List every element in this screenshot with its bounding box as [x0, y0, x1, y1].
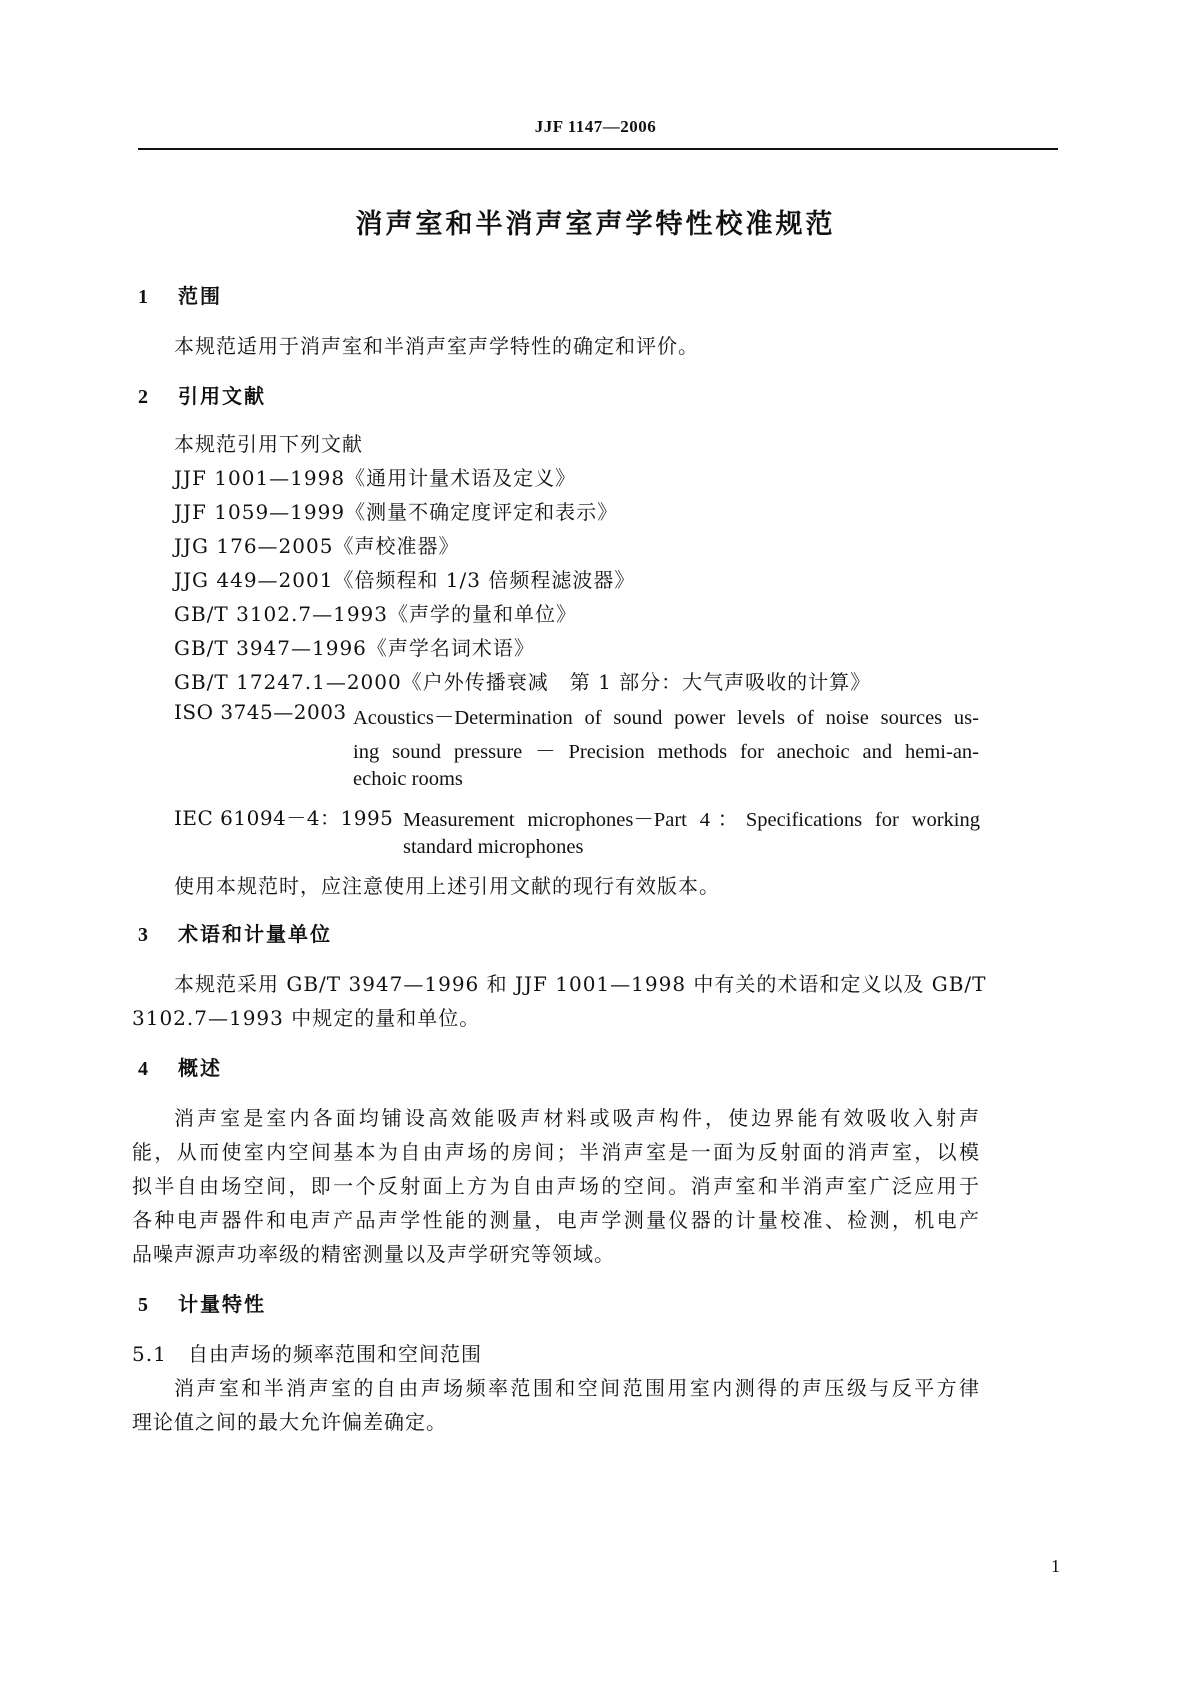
section-5-heading [138, 1288, 266, 1317]
metrology-paragraph-line: 消声室和半消声室的自由声场频率范围和空间范围用室内测得的声压级与反平方律 [174, 1376, 980, 1400]
reference-item: JJG 176—2005《声校准器》 [174, 534, 460, 558]
iso-reference-line: Acoustics－Determination of sound power levels of noise sources us- [353, 707, 979, 729]
overview-paragraph-line: 能，从而使室内空间基本为自由声场的房间；半消声室是一面为反射面的消声室，以模 [132, 1140, 980, 1164]
references-note: 使用本规范时，应注意使用上述引用文献的现行有效版本。 [174, 874, 720, 898]
reference-item: GB/T 17247.1—2000《户外传播衰减 第 1 部分：大气声吸收的计算》 [174, 670, 872, 694]
subsection-5-1-heading [132, 1338, 482, 1367]
terms-paragraph-line: 本规范采用 GB/T 3947—1996 和 JJF 1001—1998 中有关的术语和定义以及 GB/T [174, 972, 987, 996]
overview-paragraph-line: 品噪声源声功率级的精密测量以及声学研究等领域。 [132, 1242, 615, 1266]
section-number: 5 [138, 1294, 150, 1316]
section-title: 范围 [178, 284, 222, 308]
section-2-heading [138, 380, 266, 409]
section-number: 2 [138, 386, 150, 408]
section-title: 术语和计量单位 [178, 922, 332, 946]
iso-reference-code: ISO 3745—2003 [174, 700, 347, 724]
section-1-heading [138, 280, 222, 309]
iso-reference-line: ing sound pressure － Precision methods for anechoic and hemi-an- [353, 741, 979, 763]
reference-item: JJF 1059—1999《测量不确定度评定和表示》 [174, 500, 619, 524]
scope-paragraph: 本规范适用于消声室和半消声室声学特性的确定和评价。 [174, 334, 699, 358]
overview-paragraph-line: 各种电声器件和电声产品声学性能的测量，电声学测量仪器的计量校准、检测，机电产 [132, 1208, 980, 1232]
reference-item: GB/T 3102.7—1993《声学的量和单位》 [174, 602, 577, 626]
reference-item: GB/T 3947—1996《声学名词术语》 [174, 636, 535, 660]
reference-item: JJF 1001—1998《通用计量术语及定义》 [174, 466, 577, 490]
overview-paragraph-line: 消声室是室内各面均铺设高效能吸声材料或吸声构件，使边界能有效吸收入射声 [174, 1106, 980, 1130]
terms-paragraph-line: 3102.7—1993 中规定的量和单位。 [132, 1006, 481, 1030]
section-title: 概述 [178, 1056, 222, 1080]
section-title: 引用文献 [178, 384, 266, 408]
section-3-heading [138, 918, 332, 947]
iec-reference-line: standard microphones [403, 836, 584, 858]
metrology-paragraph-line: 理论值之间的最大允许偏差确定。 [132, 1410, 447, 1434]
section-4-heading [138, 1052, 222, 1081]
page-number: 1 [1051, 1556, 1060, 1576]
references-intro: 本规范引用下列文献 [174, 432, 363, 456]
header-standard-code: JJF 1147—2006 [534, 117, 657, 136]
reference-item: JJG 449—2001《倍频程和 1/3 倍频程滤波器》 [174, 568, 636, 592]
header-divider [138, 148, 1058, 150]
subsection-title: 自由声场的频率范围和空间范围 [188, 1342, 482, 1366]
iec-reference-code: IEC 61094－4：1995 [174, 806, 394, 830]
subsection-number: 5.1 [132, 1342, 167, 1366]
overview-paragraph-line: 拟半自由场空间，即一个反射面上方为自由声场的空间。消声室和半消声室广泛应用于 [132, 1174, 980, 1198]
iso-reference-line: echoic rooms [353, 768, 463, 790]
section-number: 4 [138, 1058, 150, 1080]
document-title: 消声室和半消声室声学特性校准规范 [355, 209, 836, 240]
iec-reference-line: Measurement microphones－Part 4：Specifications for working [403, 809, 980, 831]
section-number: 3 [138, 924, 150, 946]
section-title: 计量特性 [178, 1292, 266, 1316]
section-number: 1 [138, 286, 150, 308]
